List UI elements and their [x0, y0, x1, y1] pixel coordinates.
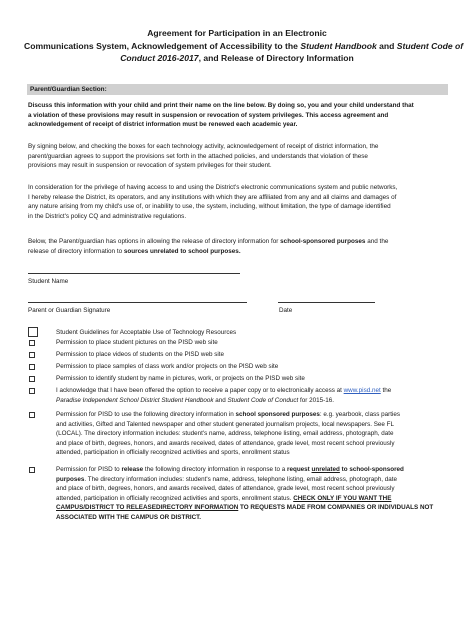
parent-signature-line[interactable]: [28, 302, 247, 303]
date-label: Date: [279, 307, 293, 314]
checkbox-handbook-acknowledgement[interactable]: [29, 388, 35, 394]
checkbox-school-sponsored[interactable]: [29, 412, 35, 418]
item-videos: Permission to place videos of students on the PISD web site: [56, 351, 225, 358]
checkbox-release-unrelated[interactable]: [29, 467, 35, 473]
checkbox-pictures[interactable]: [29, 340, 35, 346]
release-paragraph: In consideration for the privilege of having access to and using the District's electronic communications system and public networks, I hereby release the District, its operators, and any institutions with which they are affiliated from any and all claims and damages of any nature arising from my child's use of, or inability to use, the system, including, without limitation, the type of damage identified in the District's policy CQ and administrative regulations.: [28, 184, 398, 220]
item-class-work: Permission to place samples of class work and/or projects on the PISD web site: [56, 363, 279, 370]
checkbox-videos[interactable]: [29, 352, 35, 358]
item-acceptable-use: Student Guidelines for Acceptable Use of Technology Resources: [56, 329, 237, 336]
directory-options-paragraph: Below, the Parent/guardian has options in allowing the release of directory information for school-sponsored purposes and the release of directory information to sources unrelated to school purposes.: [28, 238, 389, 255]
item-pictures: Permission to place student pictures on the PISD web site: [56, 339, 218, 346]
checkbox-identify-student[interactable]: [29, 376, 35, 382]
section-header: Parent/Guardian Section:: [27, 84, 448, 95]
item-release-unrelated: Permission for PISD to release the following directory information in response to a request unrelated to school-sponsored purposes. The directory information includes: student's name, address, telephone listing, email address, photograph, date and place of birth, degrees, honors, and awards received, dates of attendance, grade level, most recent school previously attended, participation in officially recognized activities and sports, enrollment status. CHECK ONLY IF YOU WANT THE CAMPUS/DISTRICT TO RELEASEDIRECTORY INFORMATION TO REQUESTS MADE FROM COMPANIES OR INDIVIDUALS NOT ASSOCIATED WITH THE CAMPUS OR DISTRICT.: [56, 466, 434, 521]
item-identify-student: Permission to identify student by name in pictures, work, or projects on the PISD web site: [56, 375, 305, 382]
item-school-sponsored: Permission for PISD to use the following directory information in school sponsored purposes: e.g. yearbook, class parties and activities, Gifted and Talented newspaper and other student generated journalism projects, local newspapers. See FL (LOCAL). The directory information includes: student's name, address, telephone listing, email address, photograph, date and place of birth, degrees, honors, and awards received, dates of attendance, grade level, most recent school previously attended, participation in officially recognized activities and sports, enrollment status: [56, 411, 401, 456]
agreement-paragraph: By signing below, and checking the boxes for each technology activity, acknowledgement of receipt of district information, the parent/guardian agrees to support the provisions set forth in the attached policies, and understands that violation of these provisions may result in suspension or revocation of system privileges for their student.: [28, 143, 379, 169]
checkbox-class-work[interactable]: [29, 364, 35, 370]
title-line-1: Agreement for Participation in an Electronic: [147, 28, 327, 38]
parent-signature-label: Parent or Guardian Signature: [28, 307, 111, 314]
document-title: [24, 27, 464, 65]
title-line-3: Conduct 2016-2017, and Release of Directory Information: [120, 53, 354, 63]
checkbox-acceptable-use[interactable]: [28, 327, 38, 337]
student-name-label: Student Name: [28, 278, 69, 285]
student-name-line[interactable]: [28, 273, 240, 274]
pisd-link[interactable]: www.pisd.net: [343, 387, 381, 394]
title-line-2: Communications System, Acknowledgement of Accessibility to the Student Handbook and Student Code of: [24, 40, 464, 51]
item-handbook-acknowledgement: I acknowledge that I have been offered the option to receive a paper copy or to electronically access at www.pisd.net the Paradise Independent School District Student Handbook and Student Code of Conduct for 2015-16.: [56, 387, 392, 404]
date-line[interactable]: [278, 302, 375, 303]
intro-paragraph: Discuss this information with your child and print their name on the line below. By doing so, you and your child understand that a violation of these provisions may result in suspension or revocation of system privileges. This access agreement and acknowledgement of receipt of district information must be renewed each academic year.: [28, 102, 414, 128]
